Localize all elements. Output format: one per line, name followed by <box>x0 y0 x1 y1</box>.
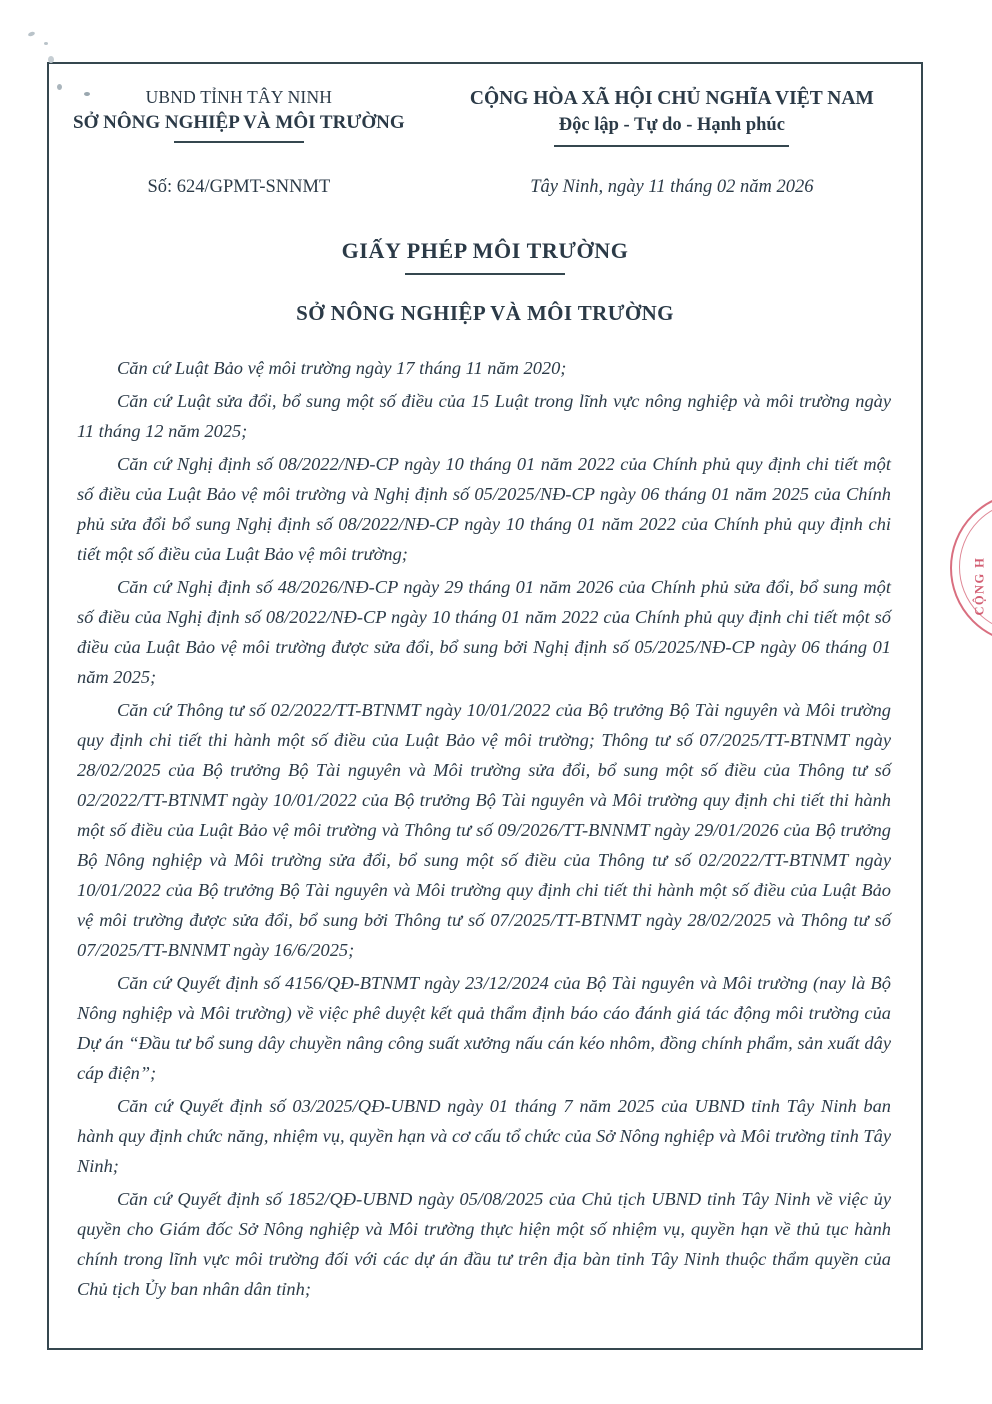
legal-basis-paragraph: Căn cứ Nghị định số 48/2026/NĐ-CP ngày 29 tháng 01 năm 2026 của Chính phủ sửa đổi, bổ sung một số điều của Nghị định số 08/2022/NĐ-CP ngày 10 tháng 01 năm 2022 của Chính phủ quy định chi tiết một số điều của Luật Bảo vệ môi trường được sửa đổi, bổ sung bởi Nghị định số 05/2025/NĐ-CP ngày 06 tháng 01 năm 2025; <box>77 577 891 688</box>
seal-inner-ring <box>959 501 992 633</box>
document-header <box>47 62 923 147</box>
legal-basis-paragraph: Căn cứ Nghị định số 08/2022/NĐ-CP ngày 10 tháng 01 năm 2022 của Chính phủ quy định chi tiết một số điều của Luật Bảo vệ môi trường và Nghị định số 05/2025/NĐ-CP ngày 06 tháng 01 năm 2025 của Chính phủ sửa đổi bổ sung Nghị định số 08/2022/NĐ-CP ngày 10 tháng 01 năm 2022 của Chính phủ quy định chi tiết một số điều của Luật Bảo vệ môi trường; <box>77 454 891 565</box>
document-body <box>47 353 923 1304</box>
place-date-block <box>421 177 923 198</box>
issuer-subtitle: SỞ NÔNG NGHIỆP VÀ MÔI TRƯỜNG <box>296 301 674 326</box>
national-title-line: CỘNG HÒA XÃ HỘI CHỦ NGHĨA VIỆT NAM <box>469 88 874 109</box>
legal-basis-paragraph: Căn cứ Luật Bảo vệ môi trường ngày 17 tháng 11 năm 2020; <box>117 358 567 379</box>
national-motto-line: Độc lập - Tự do - Hạnh phúc <box>558 115 785 136</box>
seal-outer-ring <box>950 492 992 642</box>
document-page <box>47 62 923 1350</box>
legal-basis-paragraph: Căn cứ Quyết định số 03/2025/QĐ-UBND ngày 01 tháng 7 năm 2025 của UBND tỉnh Tây Ninh ban hành quy định chức năng, nhiệm vụ, quyền hạn và cơ cấu tổ chức của Sở Nông nghiệp và Môi trường tỉnh Tây Ninh; <box>77 1096 891 1177</box>
legal-basis-paragraph: Căn cứ Quyết định số 1852/QĐ-UBND ngày 05/08/2025 của Chủ tịch UBND tỉnh Tây Ninh về việc ủy quyền cho Giám đốc Sở Nông nghiệp và Môi trường thực hiện một số nhiệm vụ, quyền hạn về thủ tục hành chính trong lĩnh vực môi trường đối với các dự án đầu tư trên địa bàn tỉnh Tây Ninh thuộc thẩm quyền của Chủ tịch Ủy ban nhân dân tỉnh; <box>77 1189 891 1300</box>
page-title: GIẤY PHÉP MÔI TRƯỜNG <box>341 238 629 264</box>
province-authority-line: UBND TỈNH TÂY NINH <box>145 87 333 107</box>
legal-basis-paragraph: Căn cứ Luật sửa đổi, bổ sung một số điều của 15 Luật trong lĩnh vực nông nghiệp và môi trường ngày 11 tháng 12 năm 2025; <box>77 391 891 442</box>
issuing-authority-block <box>47 86 421 147</box>
legal-basis-paragraph: Căn cứ Thông tư số 02/2022/TT-BTNMT ngày 10/01/2022 của Bộ trưởng Bộ Tài nguyên và Môi trường quy định chi tiết thi hành một số điều của Luật Bảo vệ môi trường; Thông tư số 07/2025/TT-BTNMT ngày 28/02/2025 của Bộ trưởng Bộ Tài nguyên và Môi trường sửa đổi, bổ sung một số điều của Thông tư số 02/2022/TT-BTNMT ngày 10/01/2022 của Bộ trưởng Bộ Tài nguyên và Môi trường quy định chi tiết thi hành một số điều của Luật Bảo vệ môi trường và Thông tư số 09/2026/TT-BNNMT ngày 29/01/2026 của Bộ trưởng Bộ Nông nghiệp và Môi trường sửa đổi, bổ sung một số điều của Thông tư số 02/2022/TT-BTNMT ngày 10/01/2022 của Bộ trưởng Bộ Tài nguyên và Môi trường quy định chi tiết thi hành một số điều của Luật Bảo vệ môi trường được sửa đổi, bổ sung bởi Thông tư số 07/2025/TT-BTNMT ngày 28/02/2025 và Thông tư số 07/2025/TT-BNNMT ngày 16/6/2025; <box>77 700 891 961</box>
scan-artifact <box>44 42 48 45</box>
official-seal-stamp <box>938 492 992 642</box>
title-divider <box>405 273 565 275</box>
motto-divider <box>554 145 789 147</box>
place-and-date: Tây Ninh, ngày 11 tháng 02 năm 2026 <box>530 177 814 198</box>
title-section <box>47 238 923 326</box>
authority-divider <box>174 141 304 143</box>
seal-text: CỘNG H <box>972 556 987 616</box>
document-reference-row <box>47 177 923 198</box>
document-number-block <box>47 177 421 198</box>
department-name-line: SỞ NÔNG NGHIỆP VÀ MÔI TRƯỜNG <box>73 111 405 133</box>
document-number: Số: 624/GPMT-SNNMT <box>147 177 331 198</box>
legal-basis-paragraph: Căn cứ Quyết định số 4156/QĐ-BTNMT ngày 23/12/2024 của Bộ Tài nguyên và Môi trường (nay là Bộ Nông nghiệp và Môi trường) về việc phê duyệt kết quả thẩm định báo cáo đánh giá tác động môi trường của Dự án “Đầu tư bổ sung dây chuyền nâng công suất xưởng nấu cán kéo nhôm, đồng chính phẩm, sản xuất dây cáp điện”; <box>77 973 891 1084</box>
scan-artifact <box>28 31 36 37</box>
national-heading-block <box>421 86 923 147</box>
